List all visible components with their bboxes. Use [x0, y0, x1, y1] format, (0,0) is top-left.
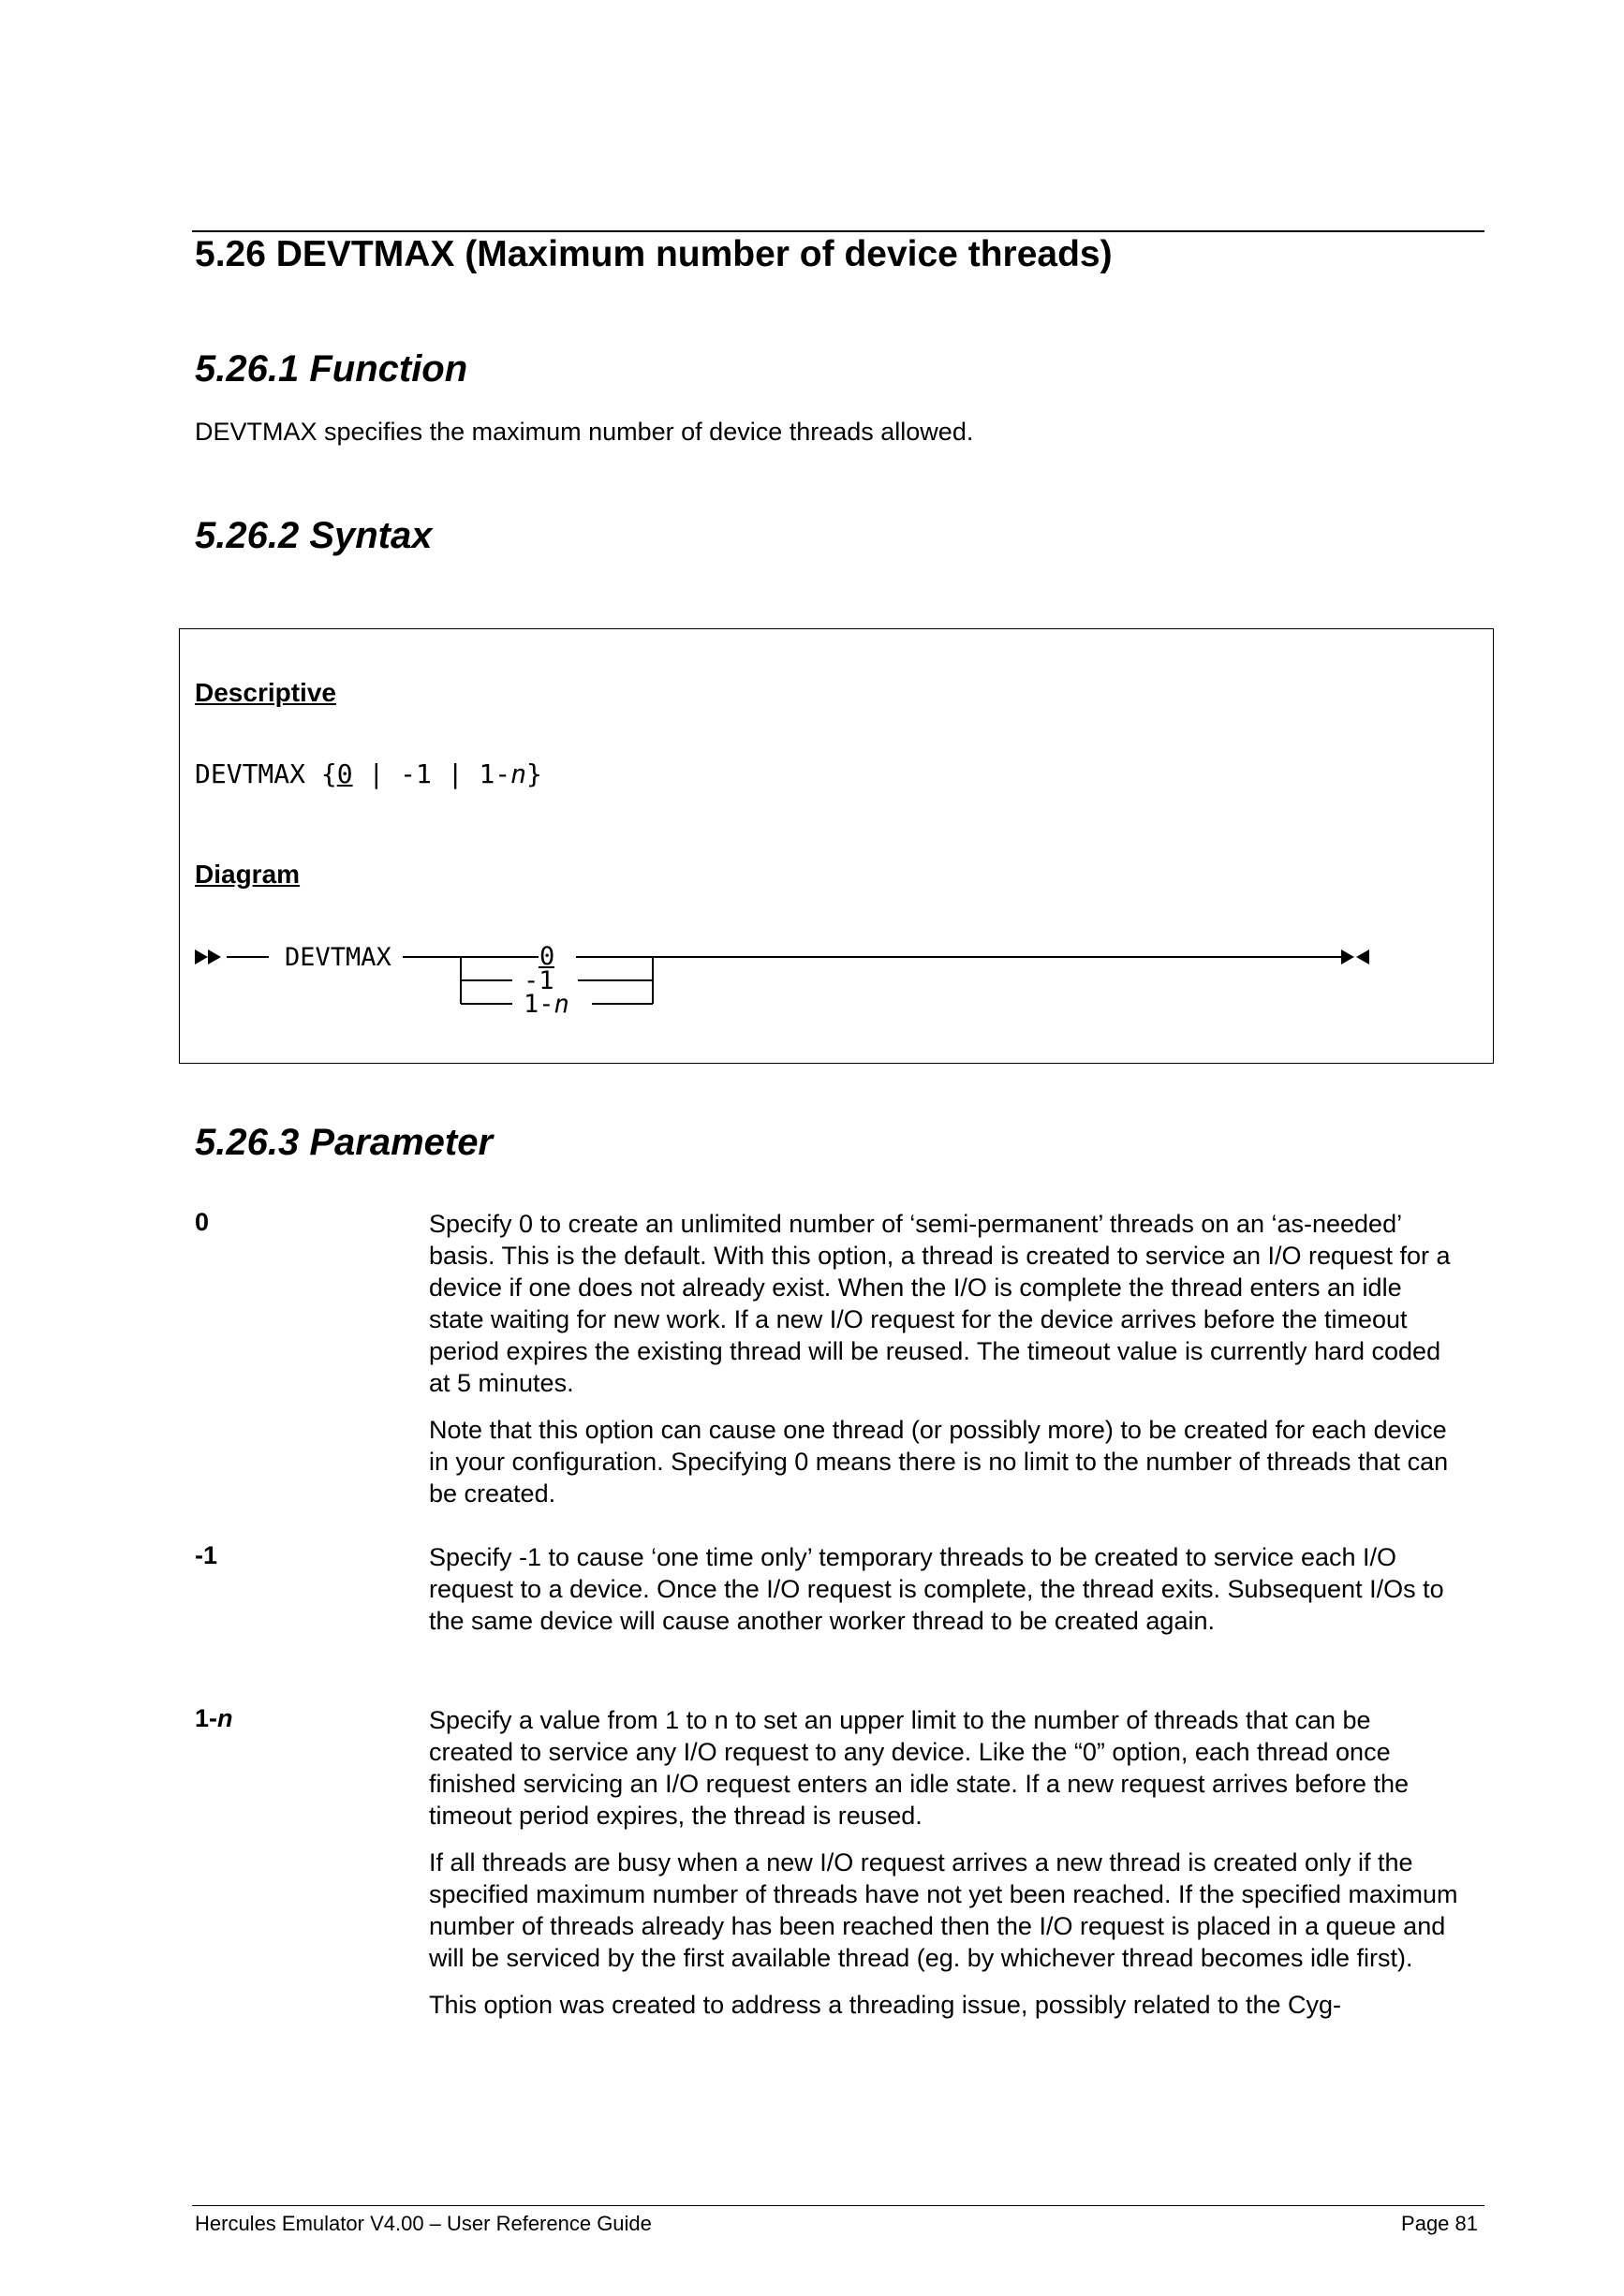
diagram-option-minus1: -1 — [524, 966, 554, 995]
param-name-minus1: -1 — [195, 1541, 218, 1569]
desc-close: } — [526, 758, 542, 789]
diagram-start-arrow-1 — [195, 949, 208, 964]
param-name-0: 0 — [195, 1208, 210, 1236]
param-name-1n — [195, 1704, 233, 1733]
page-number: Page 81 — [1401, 2212, 1478, 2235]
function-heading: 5.26.1 Function — [195, 348, 468, 390]
desc-separator: | -1 | 1- — [352, 758, 511, 789]
section-title: 5.26 DEVTMAX (Maximum number of device threads) — [195, 234, 1113, 274]
param-minus1-para-1: Specify -1 to cause ‘one time only’ temporary threads to be created to service each I/O request to a device. Once the I/O request is complete, the thread exits. Subsequent I/Os to the same device will cause another worker thread to be created again. — [429, 1543, 1444, 1635]
top-rule — [192, 230, 1484, 232]
diagram-start-arrow-2 — [208, 949, 221, 964]
diagram-option-1n-var: n — [554, 990, 569, 1019]
param-0-para-2: Note that this option can cause one thread (or possibly more) to be created for each device in your configuration. Specifying 0 means there is no limit to the number of threads that can be created. — [429, 1416, 1449, 1508]
desc-n-variable: n — [510, 758, 527, 789]
footer-title: Hercules Emulator V4.00 – User Reference Guide — [195, 2212, 652, 2235]
diagram-end-arrow-right — [1341, 949, 1354, 964]
descriptive-label: Descriptive — [195, 678, 336, 707]
param-name-1n-var: n — [217, 1704, 233, 1732]
diagram-end-arrow-left — [1356, 949, 1369, 964]
parameter-heading: 5.26.3 Parameter — [195, 1122, 494, 1163]
param-desc-1n — [429, 1704, 1459, 2036]
param-name-1n-prefix: 1- — [195, 1704, 218, 1732]
diagram-option-1n — [524, 990, 569, 1019]
param-1n-para-3: This option was created to address a threading issue, possibly related to the Cyg- — [429, 1991, 1342, 2019]
function-text: DEVTMAX specifies the maximum number of device threads allowed. — [195, 418, 974, 446]
param-1n-para-1: Specify a value from 1 to n to set an upper limit to the number of threads that can be created to service any I/O request to any device. Like the “0” option, each thread once finished servicing an I/O request enters an idle state. If a new request arrives before the timeout period expires, the thread is reused. — [429, 1706, 1410, 1830]
syntax-box — [179, 628, 1494, 1064]
diagram-keyword: DEVTMAX — [285, 943, 391, 972]
param-0-para-1: Specify 0 to create an unlimited number of ‘semi-permanent’ threads on an ‘as-needed’ basis. This is the default. With this option, a thread is created to service an I/O request for a device if one does not already exist. When the I/O is complete the thread enters an idle state waiting for new work. If a new I/O request for the device arrives before the timeout period expires the existing thread will be reused. The timeout value is currently hard coded at 5 minutes. — [429, 1210, 1451, 1397]
diagram-option-0: 0 — [539, 942, 555, 971]
footer-rule — [192, 2205, 1484, 2206]
desc-command: DEVTMAX { — [195, 758, 337, 789]
desc-default-option: 0 — [336, 758, 353, 789]
param-desc-0 — [429, 1208, 1459, 1524]
syntax-heading: 5.26.2 Syntax — [195, 515, 433, 556]
diagram-option-1n-prefix: 1- — [524, 990, 554, 1019]
railroad-diagram — [180, 629, 1491, 1060]
param-desc-minus1 — [429, 1541, 1459, 1652]
param-1n-para-2: If all threads are busy when a new I/O request arrives a new thread is created only if the specified maximum number of threads have not yet been reached. If the specified maximum number of threads already has been reached then the I/O request is placed in a queue and will be serviced by the first available thread (eg. by whichever thread becomes idle first). — [429, 1848, 1458, 1972]
diagram-label: Diagram — [195, 860, 301, 889]
